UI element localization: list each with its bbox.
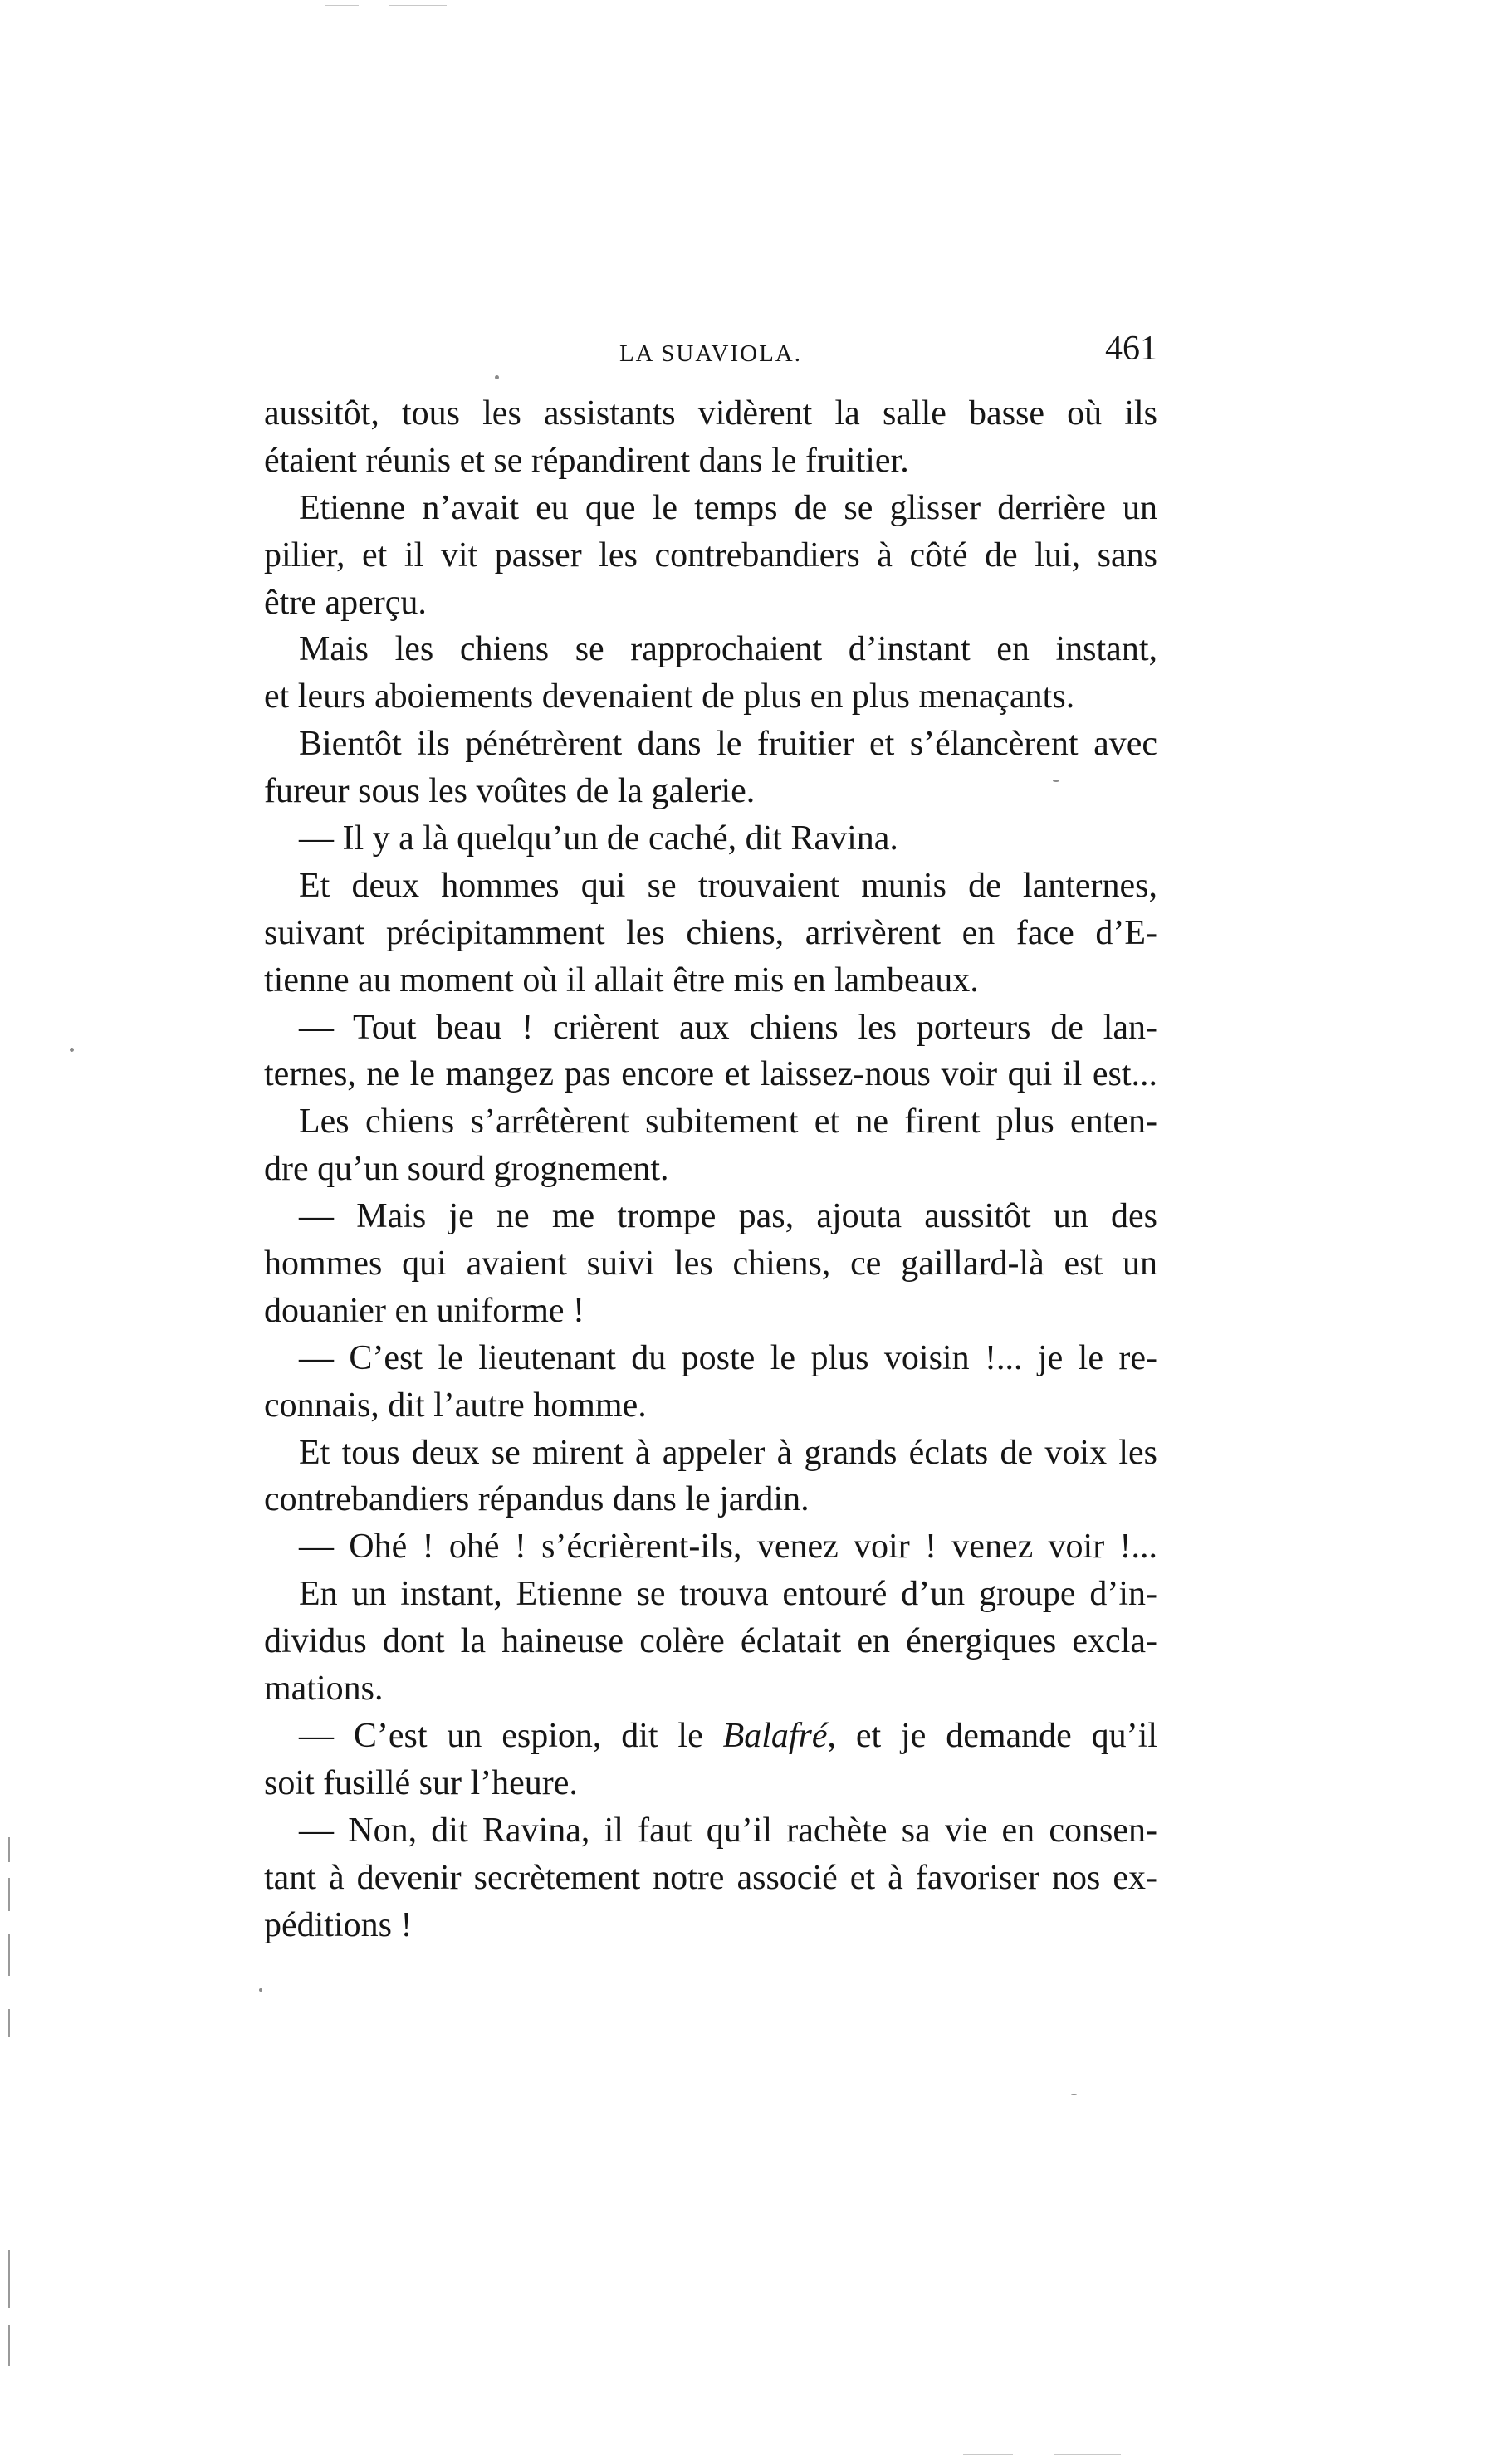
text-line-with-italic	[264, 1713, 1157, 1760]
ink-speck	[495, 375, 499, 379]
text-line: — C’est le lieutenant du poste le plus voisin !... je le re-	[299, 1338, 1157, 1377]
text-line: ternes, ne le mangez pas encore et laissez-nous voir qui il est...	[264, 1055, 1157, 1094]
text-line: — Il y a là quelqu’un de caché, dit Ravina.	[299, 819, 898, 858]
text-line: Et tous deux se mirent à appeler à grands éclats de voix les	[299, 1433, 1157, 1472]
text-line: être aperçu.	[264, 583, 427, 622]
text-line: En un instant, Etienne se trouva entouré d’un groupe d’in-	[299, 1575, 1157, 1614]
text-line: connais, dit l’autre homme.	[264, 1386, 647, 1425]
ink-speck	[259, 1988, 262, 1992]
text-line: — Non, dit Ravina, il faut qu’il rachète sa vie en consen-	[299, 1811, 1157, 1850]
top-scan-rule	[325, 5, 359, 6]
text-line: tienne au moment où il allait être mis en lambeaux.	[264, 961, 979, 1000]
text-line: suivant précipitamment les chiens, arrivèrent en face d’E-	[264, 913, 1157, 952]
text-line: Les chiens s’arrêtèrent subitement et ne firent plus enten-	[299, 1102, 1157, 1142]
running-title: LA SUAVIOLA.	[619, 340, 803, 367]
text-line: contrebandiers répandus dans le jardin.	[264, 1480, 810, 1519]
ink-speck	[1053, 780, 1059, 782]
text-line: — Tout beau ! crièrent aux chiens les porteurs de lan-	[299, 1008, 1157, 1047]
text-line: Etienne n’avait eu que le temps de se glisser derrière un	[299, 488, 1157, 527]
bottom-scan-rule	[1054, 2454, 1121, 2455]
text-run: , et je demande qu’il	[827, 1716, 1157, 1755]
top-scan-rule	[389, 5, 447, 6]
running-head	[264, 329, 1157, 379]
text-line: et leurs aboiements devenaient de plus en plus menaçants.	[264, 677, 1075, 716]
text-line: dre qu’un sourd grognement.	[264, 1150, 669, 1189]
text-line: dividus dont la haineuse colère éclatait en énergiques excla-	[264, 1622, 1157, 1661]
ink-speck	[1071, 2094, 1077, 2095]
margin-mark	[8, 1934, 10, 1976]
margin-mark	[8, 1837, 10, 1862]
margin-mark	[8, 2250, 10, 2308]
ink-speck	[70, 1048, 74, 1052]
text-line: Mais les chiens se rapprochaient d’instant en instant,	[299, 630, 1157, 669]
page-number: 461	[1105, 330, 1157, 368]
text-line: — Ohé ! ohé ! s’écrièrent-ils, venez voir ! venez voir !...	[299, 1528, 1157, 1567]
text-line: mations.	[264, 1670, 384, 1709]
text-line: pilier, et il vit passer les contrebandiers à côté de lui, sans	[264, 535, 1157, 574]
text-line: douanier en uniforme !	[264, 1291, 585, 1330]
margin-mark	[8, 1878, 10, 1911]
text-line: étaient réunis et se répandirent dans le fruitier.	[264, 441, 909, 480]
bottom-scan-rule	[963, 2454, 1013, 2455]
text-line: Bientôt ils pénétrèrent dans le fruitier et s’élancèrent avec	[299, 725, 1157, 764]
text-line: péditions !	[264, 1905, 413, 1944]
margin-mark	[8, 2009, 10, 2037]
text-line: fureur sous les voûtes de la galerie.	[264, 772, 756, 811]
text-line: tant à devenir secrètement notre associé et à favoriser nos ex-	[264, 1858, 1157, 1897]
text-line: soit fusillé sur l’heure.	[264, 1763, 578, 1802]
body-text	[264, 390, 1157, 1948]
italic-name: Balafré	[722, 1716, 828, 1755]
text-line: aussitôt, tous les assistants vidèrent la salle basse où ils	[264, 394, 1157, 433]
text-line: — Mais je ne me trompe pas, ajouta aussitôt un des	[299, 1197, 1157, 1236]
margin-mark	[8, 2325, 10, 2366]
text-line: hommes qui avaient suivi les chiens, ce gaillard-là est un	[264, 1244, 1157, 1283]
text-run: — C’est un espion, dit le	[299, 1716, 723, 1755]
text-line: Et deux hommes qui se trouvaient munis de lanternes,	[299, 866, 1157, 905]
